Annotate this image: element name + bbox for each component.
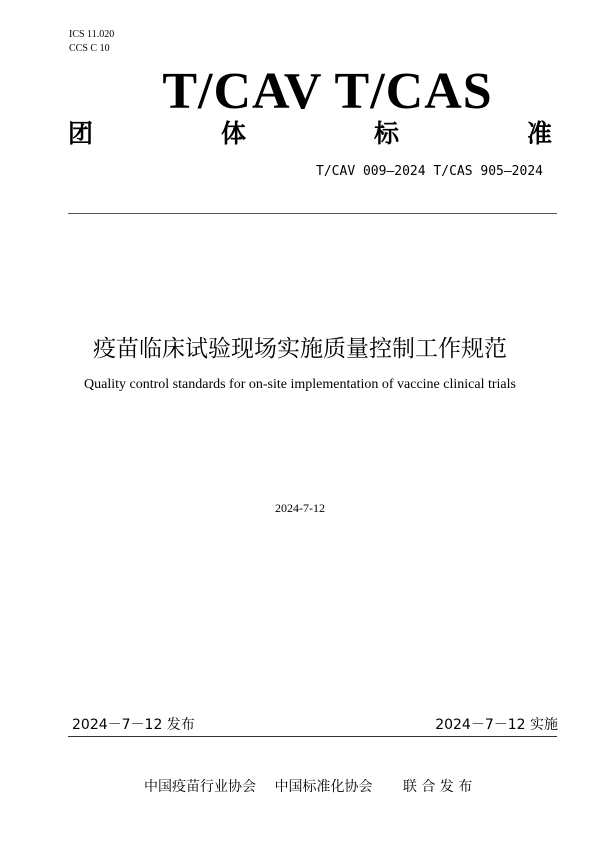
draft-date: 2024-7-12 (275, 501, 325, 515)
standard-type-char: 准 (526, 119, 552, 148)
ics-code: ICS 11.020 (69, 29, 115, 40)
title-english: Quality control standards for on-site implementation of vaccine clinical trials (84, 377, 516, 392)
standard-type-char: 标 (373, 119, 399, 148)
header-divider (68, 213, 557, 214)
standard-code: T/CAV 009—2024 T/CAS 905—2024 (316, 164, 543, 179)
standard-type (68, 114, 552, 150)
title-chinese: 疫苗临床试验现场实施质量控制工作规范 (93, 336, 507, 362)
footer-divider (68, 736, 557, 737)
brand-logo-text: T/CAV T/CAS (162, 63, 493, 120)
joint-publish-label: 联 合 发 布 (402, 779, 473, 795)
ccs-code: CCS C 10 (69, 43, 110, 54)
publisher-name: 中国疫苗行业协会 (144, 779, 256, 795)
implement-date: 2024－7－12 实施 (435, 717, 558, 733)
publish-date: 2024－7－12 发布 (72, 717, 195, 733)
publishers (144, 776, 486, 796)
standard-type-char: 体 (220, 119, 246, 148)
publisher-name: 中国标准化协会 (274, 779, 373, 795)
standard-type-char: 团 (68, 119, 94, 148)
